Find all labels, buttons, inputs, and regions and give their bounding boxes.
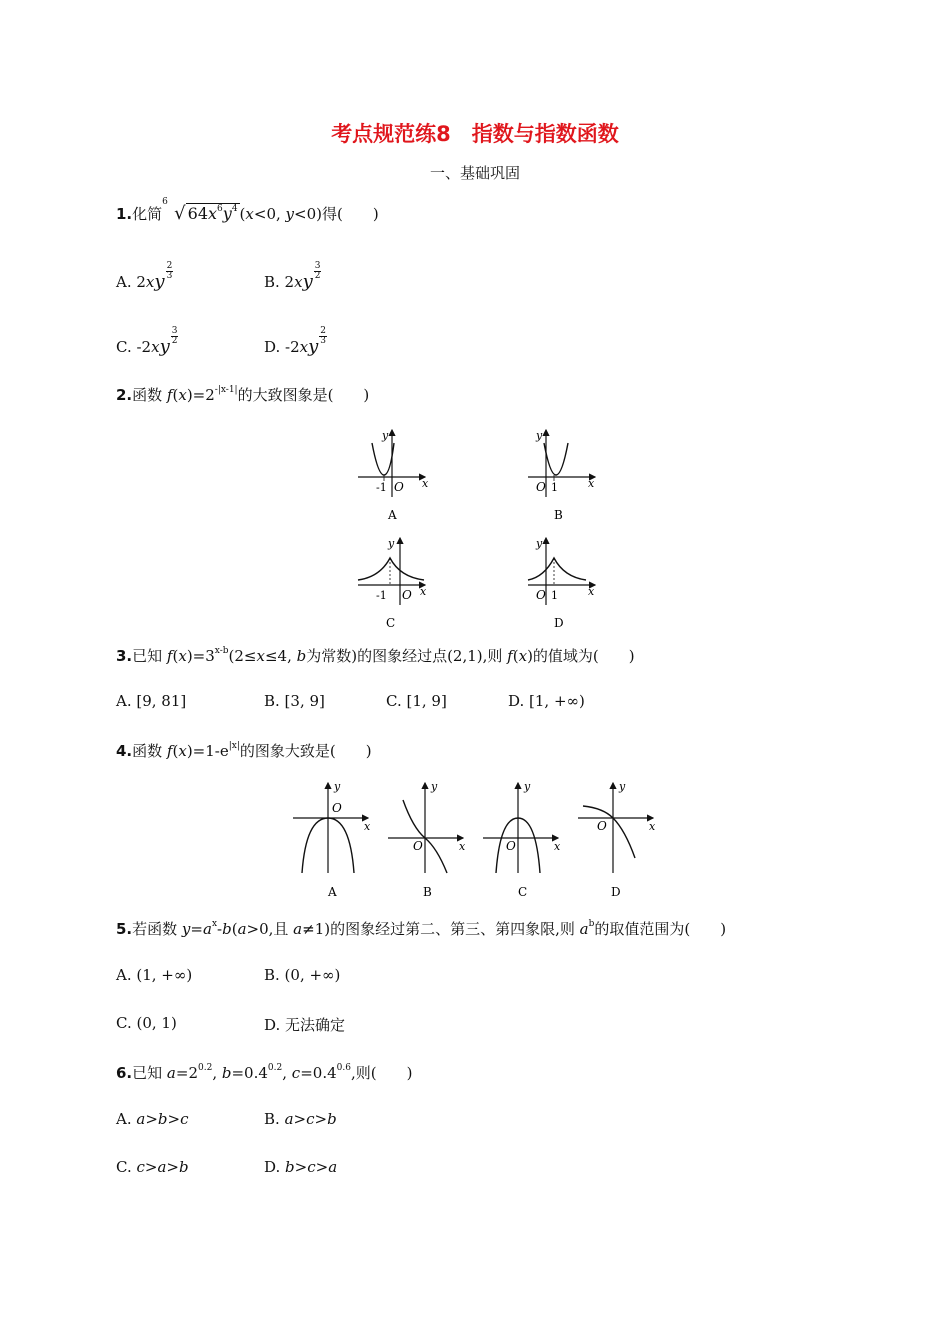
question-number: 1. — [116, 205, 133, 223]
svg-text:1: 1 — [551, 481, 558, 494]
option-5b[interactable]: B. (0, +∞) — [264, 966, 341, 984]
option-5a[interactable]: A. (1, +∞) — [116, 966, 193, 984]
svg-text:C: C — [518, 885, 528, 899]
svg-text:O: O — [394, 480, 404, 494]
option-6b[interactable]: B. a>c>b — [264, 1110, 337, 1128]
option-1c[interactable]: C. -2xy $\frac{3}{2}$ — [116, 326, 178, 357]
question-4: 4.函数 $f(x)=1-e^{|x|}$的图象大致是( ) — [116, 741, 372, 760]
graph-2c[interactable] — [358, 537, 427, 630]
question-5: 5.若函数 $y=a^x-b(a>0$,且 a≠1)的图象经过第二、第三、第四象限,则 $a^b$的取值范围为( ) — [116, 919, 727, 938]
option-5d[interactable]: D. 无法确定 — [264, 1016, 346, 1034]
option-3d[interactable]: D. [1, +∞) — [508, 692, 585, 710]
svg-text:y: y — [334, 780, 341, 793]
option-3c[interactable]: C. [1, 9] — [386, 692, 447, 710]
svg-text:O: O — [536, 480, 546, 494]
svg-text:x: x — [459, 840, 466, 853]
svg-text:D: D — [611, 885, 621, 899]
section-heading: 一、基础巩固 — [429, 164, 520, 182]
question-2-graphs — [350, 425, 610, 630]
svg-text:x: x — [420, 585, 427, 598]
option-6a[interactable]: A. a>b>c — [116, 1110, 189, 1128]
svg-text:y: y — [619, 780, 626, 793]
svg-text:x: x — [422, 477, 429, 490]
question-condition: (x<0, y<0)得( ) — [239, 205, 379, 223]
page-title: 考点规范练8 指数与指数函数 — [331, 122, 619, 146]
option-1a[interactable]: A. 2xy $\frac{2}{3}$ — [116, 261, 173, 292]
graph-2b[interactable] — [528, 429, 595, 522]
svg-text:y: y — [431, 780, 438, 793]
svg-text:O: O — [402, 588, 412, 602]
option-3b[interactable]: B. [3, 9] — [264, 692, 325, 710]
option-3a[interactable]: A. [9, 81] — [116, 692, 187, 710]
option-5c[interactable]: C. (0, 1) — [116, 1014, 177, 1032]
svg-text:y: y — [382, 429, 389, 442]
graph-4a[interactable] — [293, 780, 371, 899]
question-text: 化简 — [132, 205, 163, 223]
svg-text:B: B — [423, 885, 432, 899]
radical-expression: 6 √ $64x^6y^4$ — [162, 197, 238, 224]
svg-text:x: x — [649, 820, 656, 833]
graph-4c[interactable] — [483, 780, 561, 899]
svg-text:D: D — [554, 616, 564, 630]
question-6: 6.已知 $a=2^{0.2}$, $b=0.4^{0.2}$, $c=0.4^{0.6}$,则( ) — [116, 1063, 413, 1082]
svg-text:x: x — [588, 585, 595, 598]
graph-2d[interactable] — [528, 537, 595, 630]
svg-text:y: y — [388, 537, 395, 550]
svg-text:O: O — [332, 801, 342, 815]
svg-text:x: x — [554, 840, 561, 853]
svg-text:-1: -1 — [376, 481, 387, 494]
option-6d[interactable]: D. b>c>a — [264, 1158, 338, 1176]
svg-text:-1: -1 — [376, 589, 387, 602]
option-1b[interactable]: B. 2xy $\frac{3}{2}$ — [264, 261, 321, 292]
graph-2a[interactable] — [358, 429, 429, 522]
svg-text:y: y — [524, 780, 531, 793]
svg-text:B: B — [554, 508, 563, 522]
option-1d[interactable]: D. -2xy $\frac{2}{3}$ — [264, 326, 327, 357]
svg-text:A: A — [328, 885, 337, 899]
question-1 — [116, 197, 379, 224]
svg-text:y: y — [536, 429, 543, 442]
svg-text:x: x — [588, 477, 595, 490]
graph-4b[interactable] — [388, 780, 466, 899]
svg-text:C: C — [386, 616, 396, 630]
graph-4d[interactable] — [578, 780, 656, 899]
svg-text:O: O — [506, 839, 516, 853]
svg-text:O: O — [597, 819, 607, 833]
question-4-graphs — [288, 778, 668, 903]
svg-text:y: y — [536, 537, 543, 550]
svg-text:1: 1 — [551, 589, 558, 602]
svg-text:x: x — [364, 820, 371, 833]
svg-text:O: O — [413, 839, 423, 853]
svg-text:A: A — [388, 508, 397, 522]
option-6c[interactable]: C. c>a>b — [116, 1158, 189, 1176]
question-2: 2.函数 $f(x)=2^{-|x-1|}$的大致图象是( ) — [116, 385, 370, 404]
svg-text:O: O — [536, 588, 546, 602]
question-3: 3.已知 $f(x)=3^{x-b}(2\le x\le 4$, b为常数)的图象经过点(2,1),则 f(x)的值域为( ) — [116, 646, 635, 665]
